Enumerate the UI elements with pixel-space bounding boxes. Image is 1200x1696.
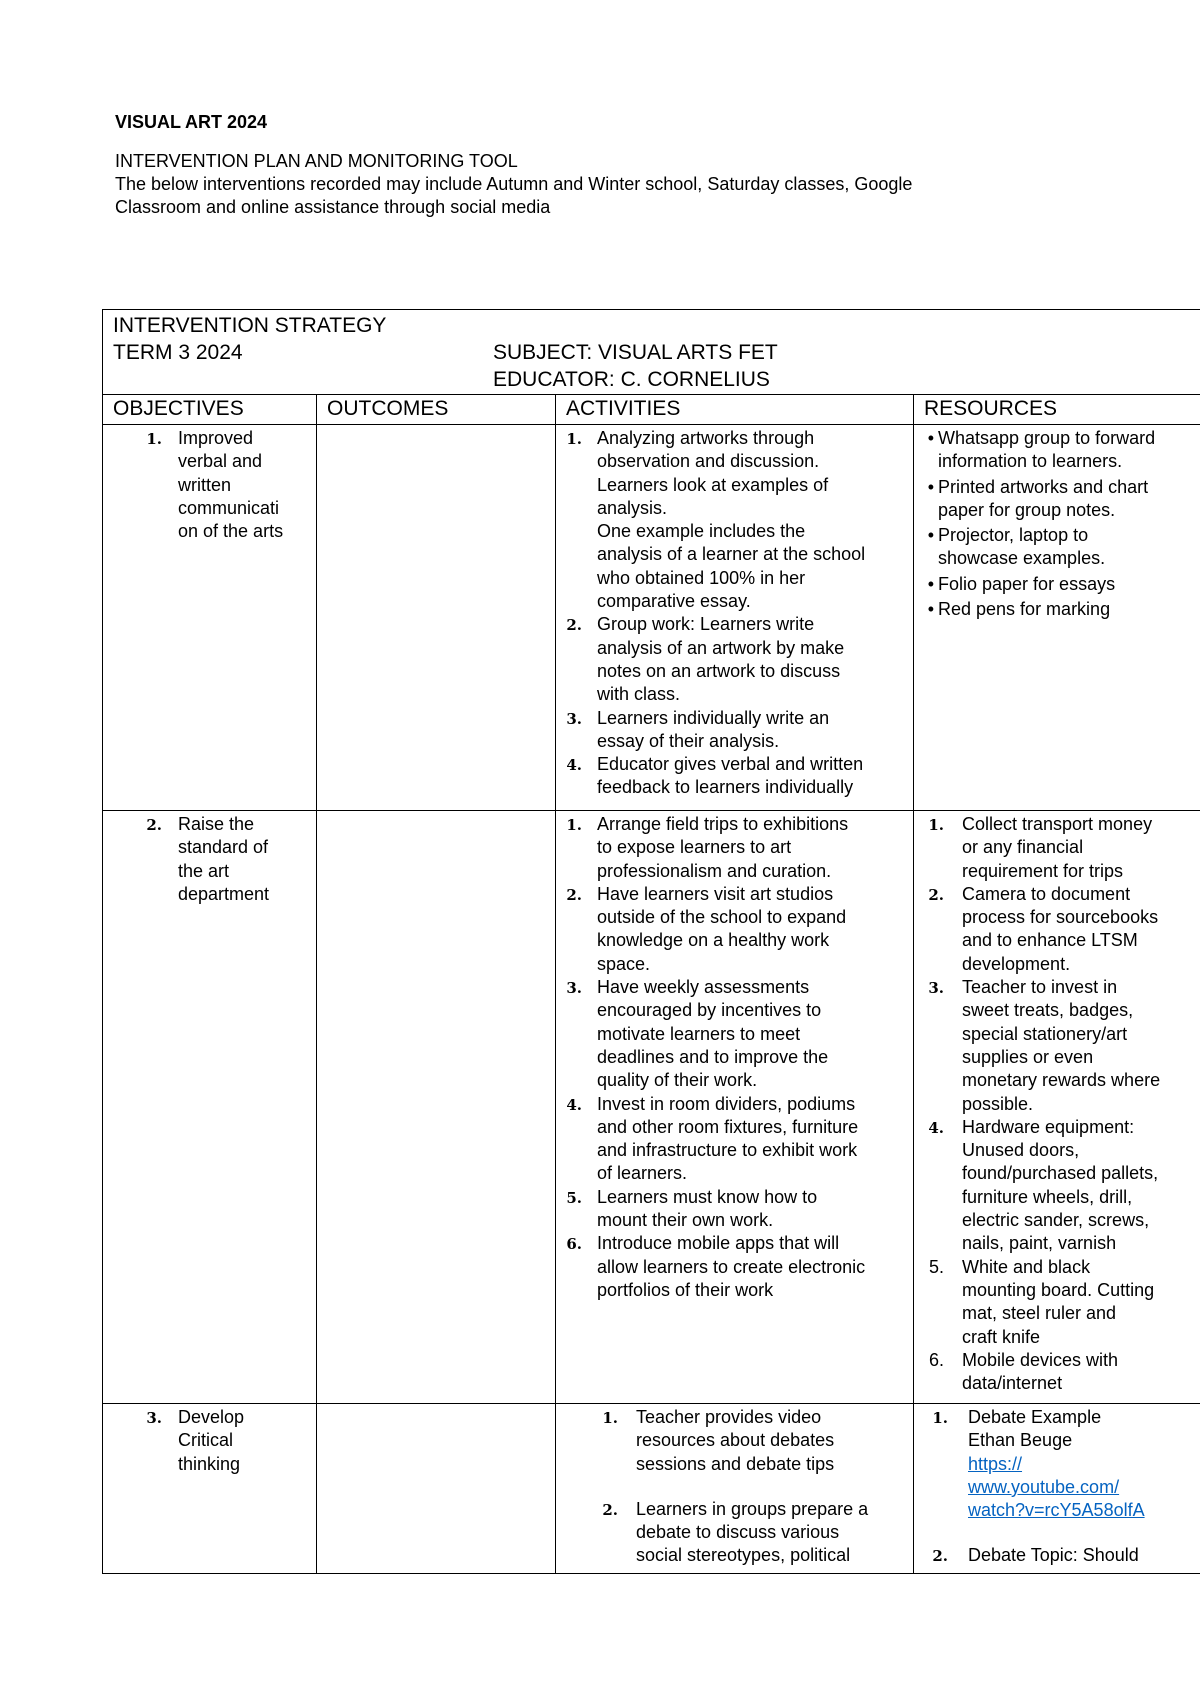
objective-cell	[103, 1404, 317, 1574]
activity-text: Learners in groups prepare a debate to discuss various social stereotypes, political	[636, 1498, 869, 1566]
list-item	[560, 883, 909, 976]
subject-label: SUBJECT: VISUAL ARTS FET	[493, 341, 778, 364]
item-number: 5.	[928, 1256, 944, 1277]
list-item	[918, 976, 1196, 1116]
page-header	[115, 112, 1115, 219]
activity-text: Have weekly assessments encouraged by incentives to motivate learners to meet deadlines and to improve the quality of their work.	[597, 977, 829, 1091]
resources-cell	[914, 811, 1200, 1404]
item-number: 2.	[602, 1500, 618, 1519]
activity-text: Educator gives verbal and written feedback to learners individually	[597, 754, 864, 798]
resource-text: Camera to document process for sourcebooks and to enhance LTSM development.	[962, 883, 1159, 974]
objective-number: 3.	[146, 1409, 162, 1427]
list-item	[560, 1406, 909, 1476]
resource-text: Mobile devices with data/internet	[962, 1349, 1119, 1394]
activity-text: Analyzing artworks through observation and discussion. Learners look at examples of analysis. One example includes the analysis of a learner at the school who obtained 100% in her comparative essay.	[597, 428, 866, 612]
outcome-cell	[317, 811, 556, 1404]
item-number: 2.	[566, 885, 582, 904]
item-number: 4.	[566, 1095, 582, 1114]
list-item	[560, 976, 909, 1092]
item-number: 1.	[932, 1409, 948, 1427]
item-number: 4.	[928, 1118, 944, 1137]
item-number: 1.	[602, 1409, 618, 1427]
resource-text: Folio paper for essays	[938, 573, 1116, 594]
column-header-resources: RESOURCES	[914, 395, 1200, 425]
intro-line-continued: Classroom and online assistance through social media	[115, 197, 551, 217]
resource-text: Debate Topic: Should	[968, 1545, 1139, 1566]
activities-cell	[556, 425, 914, 811]
bullet-icon: •	[927, 573, 934, 594]
intervention-table	[102, 309, 1200, 1574]
educator-label: EDUCATOR: C. CORNELIUS	[493, 368, 770, 391]
objective-text: Improved verbal and written communicati on of the arts	[178, 428, 284, 542]
list-item	[918, 1544, 1196, 1568]
table-row	[103, 425, 1200, 811]
objective-cell	[103, 425, 317, 811]
bullet-icon: •	[927, 525, 934, 546]
tool-title: INTERVENTION PLAN AND MONITORING TOOL	[115, 151, 518, 171]
table-row	[103, 1404, 1200, 1574]
bullet-icon: •	[927, 476, 934, 497]
table-row	[103, 811, 1200, 1404]
resource-text: White and black mounting board. Cutting mat, steel ruler and craft knife	[962, 1256, 1155, 1347]
activity-text: Group work: Learners write analysis of an artwork by make notes on an artwork to discuss with class.	[597, 614, 845, 705]
list-item	[560, 813, 909, 883]
item-number: 4.	[566, 756, 582, 775]
resource-text: Projector, laptop to showcase examples.	[938, 525, 1106, 569]
resource-text: Teacher to invest in sweet treats, badges, special stationery/art supplies or even monetary rewards where possible.	[962, 977, 1161, 1114]
objective-text: Raise the standard of the art department	[178, 814, 270, 904]
intro-line: The below interventions recorded may include Autumn and Winter school, Saturday classes, Google	[115, 174, 913, 194]
outcome-cell	[317, 425, 556, 811]
resource-text: Hardware equipment: Unused doors, found/purchased pallets, furniture wheels, drill, electric sander, screws, nails, paint, varnish	[962, 1116, 1159, 1254]
list-item	[918, 524, 1196, 571]
activities-cell	[556, 811, 914, 1404]
list-item	[560, 1498, 909, 1568]
activity-text: Invest in room dividers, podiums and other room fixtures, furniture and infrastructure to exhibit work of learners.	[597, 1093, 859, 1184]
list-item	[918, 476, 1196, 523]
activity-text: Arrange field trips to exhibitions to expose learners to art professionalism and curation.	[597, 814, 849, 881]
activity-text: Teacher provides video resources about debates sessions and debate tips	[636, 1407, 835, 1474]
list-item	[918, 598, 1196, 621]
list-item	[918, 813, 1196, 883]
activity-text: Learners must know how to mount their own work.	[597, 1186, 818, 1231]
list-item	[560, 753, 909, 800]
activity-text: Learners individually write an essay of their analysis.	[597, 707, 830, 751]
list-item	[918, 427, 1196, 474]
item-number: 3.	[566, 979, 582, 998]
objective-text: Develop Critical thinking	[178, 1407, 245, 1474]
list-item	[560, 1186, 909, 1233]
outcome-cell	[317, 1404, 556, 1574]
item-number: 2.	[566, 616, 582, 635]
list-item	[918, 1256, 1196, 1349]
list-item	[918, 1116, 1196, 1256]
document-title: VISUAL ART 2024	[115, 112, 268, 132]
resource-text: Debate Example Ethan Beuge	[968, 1407, 1102, 1451]
strategy-header-cell	[103, 310, 1200, 395]
item-number: 6.	[928, 1349, 944, 1370]
item-number: 6.	[566, 1235, 582, 1254]
list-item	[560, 707, 909, 754]
strategy-title: INTERVENTION STRATEGY	[113, 314, 387, 337]
column-header-outcomes: OUTCOMES	[317, 395, 556, 425]
bullet-icon: •	[927, 599, 934, 620]
item-number: 2.	[928, 885, 944, 904]
youtube-link[interactable]: https:// www.youtube.com/ watch?v=rcY5A58olfA	[968, 1453, 1145, 1521]
bullet-icon: •	[927, 428, 934, 448]
term-label: TERM 3 2024	[113, 341, 243, 364]
column-header-objectives: OBJECTIVES	[103, 395, 317, 425]
item-number: 1.	[928, 816, 944, 834]
item-number: 3.	[928, 979, 944, 998]
item-number: 1.	[566, 430, 582, 448]
objective-number: 1.	[146, 430, 162, 448]
item-number: 2.	[932, 1547, 948, 1566]
activity-text: Introduce mobile apps that will allow learners to create electronic portfolios of their work	[597, 1233, 866, 1300]
resource-text: Red pens for marking	[938, 599, 1111, 620]
resources-cell	[914, 1404, 1200, 1574]
resources-cell	[914, 425, 1200, 811]
objective-cell	[103, 811, 317, 1404]
column-header-activities: ACTIVITIES	[556, 395, 914, 425]
list-item	[560, 427, 909, 613]
item-number: 5.	[566, 1188, 582, 1207]
objective-number: 2.	[146, 816, 162, 834]
list-item	[560, 613, 909, 706]
activities-cell	[556, 1404, 914, 1574]
resource-text: Whatsapp group to forward information to learners.	[938, 428, 1156, 472]
item-number: 1.	[566, 816, 582, 834]
list-item	[918, 883, 1196, 976]
list-item	[918, 573, 1196, 596]
resource-text: Printed artworks and chart paper for group notes.	[938, 476, 1149, 520]
list-item	[560, 1232, 909, 1302]
activity-text: Have learners visit art studios outside of the school to expand knowledge on a healthy work space.	[597, 883, 847, 974]
list-item	[918, 1349, 1196, 1396]
list-item	[918, 1406, 1196, 1522]
resource-text: Collect transport money or any financial requirement for trips	[962, 814, 1153, 881]
item-number: 3.	[566, 709, 582, 728]
list-item	[560, 1093, 909, 1186]
